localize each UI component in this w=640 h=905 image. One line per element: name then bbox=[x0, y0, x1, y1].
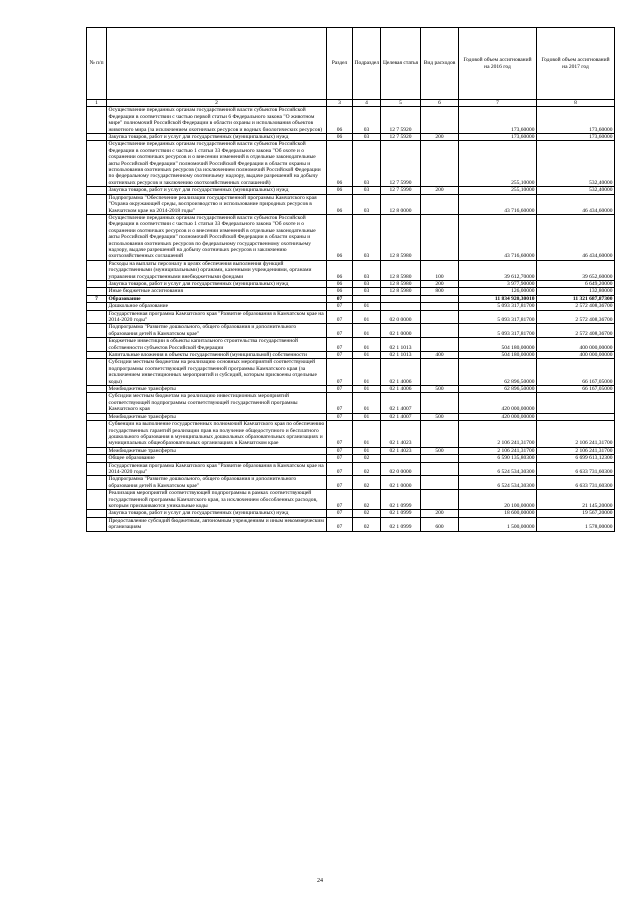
page-number: 24 bbox=[317, 878, 323, 884]
table-row bbox=[87, 194, 615, 214]
row-name: Дошкольное образование bbox=[107, 303, 327, 310]
row-num bbox=[87, 214, 107, 260]
table-row bbox=[87, 134, 615, 141]
index-cell: 3 bbox=[327, 100, 353, 107]
row-vol2016: 5 093 317,81700 bbox=[459, 303, 537, 310]
row-exp-type bbox=[421, 295, 459, 302]
row-vol2017: 132,80000 bbox=[537, 288, 615, 295]
row-name: Закупка товаров, работ и услуг для государственных (муниципальных) нужд bbox=[107, 134, 327, 141]
row-vol2016: 2 106 241,31700 bbox=[459, 447, 537, 454]
row-num bbox=[87, 338, 107, 352]
row-exp-type bbox=[421, 393, 459, 413]
table-row bbox=[87, 462, 615, 476]
row-target: 02 1 1013 bbox=[381, 338, 421, 352]
row-vol2017: 2 572 408,36700 bbox=[537, 324, 615, 338]
row-section: 06 bbox=[327, 280, 353, 287]
row-vol2016: 18 600,00000 bbox=[459, 510, 537, 517]
index-cell: 1 bbox=[87, 100, 107, 107]
row-vol2017: 2 572 408,36700 bbox=[537, 310, 615, 324]
column-index-row bbox=[87, 100, 615, 107]
row-name: Осуществление переданных органам государственной власти субъектов Российской Федерации в соответствии с частью 1 статьи 33 Федерального закона "Об охоте и о сохранении охотничьих ресурсов и о внесении изменений в отдельные законодательные акты Российской Федерации" полномочий Российской Федерации в области охраны и использования охотничьих ресурсов по федеральному государственному охотничьему надзору, выдаче разрешений на добычу охотничьих ресурсов и заключению охотхозяйственных соглашений bbox=[107, 214, 327, 260]
row-vol2016: 255,10000 bbox=[459, 187, 537, 194]
index-cell: 5 bbox=[381, 100, 421, 107]
row-subsection: 01 bbox=[353, 324, 381, 338]
row-target: 02 1 4023 bbox=[381, 421, 421, 448]
row-vol2017: 2 106 241,31700 bbox=[537, 447, 615, 454]
row-num bbox=[87, 455, 107, 462]
row-num bbox=[87, 517, 107, 531]
row-target: 02 1 0999 bbox=[381, 510, 421, 517]
row-target: 02 0 0000 bbox=[381, 462, 421, 476]
row-exp-type: 600 bbox=[421, 517, 459, 531]
row-subsection: 03 bbox=[353, 194, 381, 214]
row-subsection: 02 bbox=[353, 510, 381, 517]
row-name: Расходы на выплаты персоналу в целях обеспечения выполнения функций государственными (муниципальными) органами, казенными учреждениями, органами управления государственными внебюджетными фондами bbox=[107, 260, 327, 280]
row-subsection: 03 bbox=[353, 288, 381, 295]
index-cell: 7 bbox=[459, 100, 537, 107]
table-row bbox=[87, 517, 615, 531]
row-exp-type: 400 bbox=[421, 352, 459, 359]
row-name: Предоставление субсидий бюджетным, автономным учреждениям и иным некоммерческим организациям bbox=[107, 517, 327, 531]
row-name: Подпрограмма "Развитие дошкольного, общего образования и дополнительного образования детей в Камчатском крае" bbox=[107, 324, 327, 338]
row-vol2017: 532,40000 bbox=[537, 187, 615, 194]
row-target: 12 7 5990 bbox=[381, 141, 421, 187]
row-subsection: 02 bbox=[353, 462, 381, 476]
row-name: Подпрограмма "Развитие дошкольного, общего образования и дополнительного образования детей в Камчатском крае" bbox=[107, 476, 327, 490]
row-exp-type: 200 bbox=[421, 510, 459, 517]
row-section: 06 bbox=[327, 260, 353, 280]
row-subsection: 01 bbox=[353, 359, 381, 386]
row-vol2017: 1 578,00000 bbox=[537, 517, 615, 531]
row-vol2017: 6 649,20000 bbox=[537, 280, 615, 287]
row-subsection: 03 bbox=[353, 260, 381, 280]
row-num bbox=[87, 107, 107, 134]
row-name: Межбюджетные трансферты bbox=[107, 386, 327, 393]
row-vol2017 bbox=[537, 393, 615, 413]
row-section: 07 bbox=[327, 447, 353, 454]
row-vol2017: 173,60000 bbox=[537, 107, 615, 134]
row-vol2016: 6 590 135,80300 bbox=[459, 455, 537, 462]
header-vol2016: Годовой объем ассигнований на 2016 год bbox=[459, 28, 537, 100]
row-vol2016: 43 716,60000 bbox=[459, 194, 537, 214]
row-target: 02 1 4006 bbox=[381, 359, 421, 386]
header-section: Раздел bbox=[327, 28, 353, 100]
row-target: 02 1 4007 bbox=[381, 413, 421, 420]
row-section: 07 bbox=[327, 413, 353, 420]
table-row bbox=[87, 303, 615, 310]
row-name: Субвенции на выполнение государственных полномочий Камчатского края по обеспечению государственных гарантий реализации прав на получение общедоступного и бесплатного дошкольного образования в муниципальных дошкольных образовательных организациях и муниципальных общеобразовательных организациях в Камчатском крае bbox=[107, 421, 327, 448]
row-vol2016: 3 977,90000 bbox=[459, 280, 537, 287]
row-vol2017: 400 000,00000 bbox=[537, 352, 615, 359]
table-row bbox=[87, 413, 615, 420]
row-exp-type bbox=[421, 338, 459, 352]
table-row bbox=[87, 476, 615, 490]
row-name: Капитальные вложения в объекты государственной (муниципальной) собственности bbox=[107, 352, 327, 359]
row-target: 12 8 5980 bbox=[381, 288, 421, 295]
row-vol2017: 400 000,00000 bbox=[537, 338, 615, 352]
row-target bbox=[381, 303, 421, 310]
row-name: Осуществление переданных органам государственной власти субъектов Российской Федерации в соответствии с частью первой статьи 6 Федерального закона "О животном мире" полномочий Российской Федерации в области охраны и использования объектов животного мира (за исключением охотничьих ресурсов и водных биологических ресурсов) bbox=[107, 107, 327, 134]
row-num: 7 bbox=[87, 295, 107, 302]
row-target: 02 1 0000 bbox=[381, 324, 421, 338]
row-subsection: 01 bbox=[353, 421, 381, 448]
row-vol2016: 173,60000 bbox=[459, 107, 537, 134]
table-row bbox=[87, 295, 615, 302]
row-section: 07 bbox=[327, 510, 353, 517]
table-row bbox=[87, 421, 615, 448]
row-num bbox=[87, 303, 107, 310]
table-row bbox=[87, 280, 615, 287]
row-name: Бюджетные инвестиции в объекты капитального строительства государственной собственности субъектов Российской Федерации bbox=[107, 338, 327, 352]
row-num bbox=[87, 352, 107, 359]
row-target: 12 7 5920 bbox=[381, 134, 421, 141]
row-target bbox=[381, 455, 421, 462]
row-exp-type: 200 bbox=[421, 134, 459, 141]
row-num bbox=[87, 462, 107, 476]
row-num bbox=[87, 187, 107, 194]
row-vol2016: 39 612,70000 bbox=[459, 260, 537, 280]
row-exp-type: 200 bbox=[421, 280, 459, 287]
row-section: 06 bbox=[327, 141, 353, 187]
row-vol2017: 6 699 613,12300 bbox=[537, 455, 615, 462]
row-section: 07 bbox=[327, 359, 353, 386]
row-subsection: 01 bbox=[353, 310, 381, 324]
row-subsection: 03 bbox=[353, 134, 381, 141]
row-vol2016: 6 524 534,30300 bbox=[459, 476, 537, 490]
row-section: 07 bbox=[327, 324, 353, 338]
row-subsection: 01 bbox=[353, 393, 381, 413]
row-vol2016: 126,00000 bbox=[459, 288, 537, 295]
table-row bbox=[87, 260, 615, 280]
row-num bbox=[87, 386, 107, 393]
row-name: Государственная программа Камчатского края "Развитие образования в Камчатском крае на 2014-2020 годы" bbox=[107, 462, 327, 476]
row-exp-type: 500 bbox=[421, 386, 459, 393]
table-row bbox=[87, 141, 615, 187]
row-num bbox=[87, 310, 107, 324]
row-exp-type: 500 bbox=[421, 447, 459, 454]
row-section: 07 bbox=[327, 338, 353, 352]
row-subsection: 03 bbox=[353, 141, 381, 187]
row-target: 02 1 0000 bbox=[381, 476, 421, 490]
row-exp-type bbox=[421, 490, 459, 510]
row-subsection: 01 bbox=[353, 338, 381, 352]
row-num bbox=[87, 447, 107, 454]
row-vol2016: 6 524 534,30300 bbox=[459, 462, 537, 476]
row-target: 02 1 0999 bbox=[381, 490, 421, 510]
row-target: 12 8 5980 bbox=[381, 280, 421, 287]
row-exp-type bbox=[421, 421, 459, 448]
row-target: 02 1 1013 bbox=[381, 352, 421, 359]
row-num bbox=[87, 510, 107, 517]
row-vol2016: 5 093 317,81700 bbox=[459, 310, 537, 324]
header-exp-type: Вид расходов bbox=[421, 28, 459, 100]
row-section: 07 bbox=[327, 303, 353, 310]
row-vol2017: 2 572 408,36700 bbox=[537, 303, 615, 310]
row-num bbox=[87, 288, 107, 295]
row-vol2016: 62 896,50000 bbox=[459, 386, 537, 393]
row-subsection: 01 bbox=[353, 352, 381, 359]
row-section: 06 bbox=[327, 134, 353, 141]
row-vol2016: 5 093 317,81700 bbox=[459, 324, 537, 338]
row-section: 06 bbox=[327, 288, 353, 295]
row-exp-type bbox=[421, 107, 459, 134]
row-name: Межбюджетные трансферты bbox=[107, 447, 327, 454]
row-vol2016: 420 000,00000 bbox=[459, 413, 537, 420]
row-num bbox=[87, 324, 107, 338]
table-row bbox=[87, 510, 615, 517]
row-section: 07 bbox=[327, 476, 353, 490]
row-section: 06 bbox=[327, 214, 353, 260]
table-row bbox=[87, 386, 615, 393]
row-target: 12 8 5980 bbox=[381, 214, 421, 260]
row-exp-type bbox=[421, 214, 459, 260]
table-header-row bbox=[87, 28, 615, 100]
row-vol2016: 11 834 920,30010 bbox=[459, 295, 537, 302]
row-subsection: 01 bbox=[353, 386, 381, 393]
row-exp-type: 800 bbox=[421, 288, 459, 295]
row-vol2017: 66 167,05000 bbox=[537, 359, 615, 386]
row-num bbox=[87, 413, 107, 420]
index-cell: 4 bbox=[353, 100, 381, 107]
index-cell: 8 bbox=[537, 100, 615, 107]
row-subsection: 01 bbox=[353, 413, 381, 420]
row-exp-type: 500 bbox=[421, 413, 459, 420]
row-subsection: 03 bbox=[353, 214, 381, 260]
row-section: 07 bbox=[327, 462, 353, 476]
row-name: Общее образование bbox=[107, 455, 327, 462]
row-name: Субсидии местным бюджетам на реализацию основных мероприятий соответствующей подпрограммы соответствующей государственной программы Камчатского края (за исключением инвестиционных мероприятий и субсидий, которым присвоены отдельные коды) bbox=[107, 359, 327, 386]
row-vol2016: 62 896,50000 bbox=[459, 359, 537, 386]
table-row bbox=[87, 359, 615, 386]
row-num bbox=[87, 476, 107, 490]
row-section: 07 bbox=[327, 386, 353, 393]
header-target: Целевая статья bbox=[381, 28, 421, 100]
table-row bbox=[87, 393, 615, 413]
row-target: 12 7 5920 bbox=[381, 107, 421, 134]
row-vol2016: 2 106 241,31700 bbox=[459, 421, 537, 448]
budget-table bbox=[86, 27, 615, 532]
row-section: 07 bbox=[327, 455, 353, 462]
row-target: 12 8 5980 bbox=[381, 260, 421, 280]
header-subsection: Подраздел bbox=[353, 28, 381, 100]
table-row bbox=[87, 455, 615, 462]
row-subsection: 03 bbox=[353, 187, 381, 194]
row-section: 07 bbox=[327, 295, 353, 302]
row-section: 07 bbox=[327, 393, 353, 413]
row-subsection bbox=[353, 295, 381, 302]
table-row bbox=[87, 310, 615, 324]
row-subsection: 02 bbox=[353, 476, 381, 490]
row-target: 02 1 0999 bbox=[381, 517, 421, 531]
row-exp-type bbox=[421, 141, 459, 187]
row-num bbox=[87, 194, 107, 214]
table-row bbox=[87, 288, 615, 295]
row-num bbox=[87, 280, 107, 287]
row-name: Субсидии местным бюджетам на реализацию инвестиционных мероприятий соответствующей подпрограммы соответствующей государственной программы Камчатского края bbox=[107, 393, 327, 413]
row-name: Подпрограмма "Обеспечение реализации государственной программы Камчатского края "Охрана окружающей среды, воспроизводство и использование природных ресурсов в Камчатском крае на 2014-2018 годы" bbox=[107, 194, 327, 214]
row-subsection: 01 bbox=[353, 303, 381, 310]
row-exp-type bbox=[421, 303, 459, 310]
row-vol2016: 255,10000 bbox=[459, 141, 537, 187]
row-name: Закупка товаров, работ и услуг для государственных (муниципальных) нужд bbox=[107, 510, 327, 517]
row-num bbox=[87, 260, 107, 280]
table-row bbox=[87, 490, 615, 510]
row-vol2016: 43 716,60000 bbox=[459, 214, 537, 260]
row-vol2017: 2 106 241,31700 bbox=[537, 421, 615, 448]
row-name: Государственная программа Камчатского края "Развитие образования в Камчатском крае на 2014-2020 годы" bbox=[107, 310, 327, 324]
row-num bbox=[87, 421, 107, 448]
row-exp-type: 200 bbox=[421, 187, 459, 194]
row-section: 07 bbox=[327, 490, 353, 510]
table-row bbox=[87, 447, 615, 454]
row-subsection: 02 bbox=[353, 517, 381, 531]
row-subsection: 01 bbox=[353, 447, 381, 454]
row-name: Закупка товаров, работ и услуг для государственных (муниципальных) нужд bbox=[107, 280, 327, 287]
row-exp-type bbox=[421, 324, 459, 338]
row-vol2016: 1 500,00000 bbox=[459, 517, 537, 531]
header-num: № п/п bbox=[87, 28, 107, 100]
table-row bbox=[87, 352, 615, 359]
row-name: Закупка товаров, работ и услуг для государственных (муниципальных) нужд bbox=[107, 187, 327, 194]
row-vol2017: 66 167,05000 bbox=[537, 386, 615, 393]
header-name bbox=[107, 28, 327, 100]
row-target bbox=[381, 295, 421, 302]
row-name: Реализация мероприятий соответствующей подпрограммы в рамках соответствующей государственной программы Камчатского края, за исключением обособленных расходов, которым присваиваются уникальные коды bbox=[107, 490, 327, 510]
row-vol2017: 532,40000 bbox=[537, 141, 615, 187]
row-section: 06 bbox=[327, 107, 353, 134]
index-cell: 6 bbox=[421, 100, 459, 107]
row-target: 02 1 4006 bbox=[381, 386, 421, 393]
row-target: 12 8 0000 bbox=[381, 194, 421, 214]
row-exp-type bbox=[421, 194, 459, 214]
table-row bbox=[87, 324, 615, 338]
row-name: Образование bbox=[107, 295, 327, 302]
row-vol2016: 504 180,00000 bbox=[459, 352, 537, 359]
table-row bbox=[87, 107, 615, 134]
header-vol2017: Годовой объем ассигнований на 2017 год bbox=[537, 28, 615, 100]
row-name: Межбюджетные трансферты bbox=[107, 413, 327, 420]
table-row bbox=[87, 187, 615, 194]
row-name: Осуществление переданных органам государственной власти субъектов Российской Федерации в соответствии с частью 1 статьи 33 Федерального закона "Об охоте и о сохранении охотничьих ресурсов и о внесении изменений в отдельные законодательные акты Российской Федерации" полномочий Российской Федерации в области охраны и использования охотничьих ресурсов (за исключением полномочий Российской Федерации по федеральному государственному охотничьему надзору, выдаче разрешений на добычу охотничьих ресурсов и заключению охотхозяйственных соглашений) bbox=[107, 141, 327, 187]
row-vol2017: 46 434,60000 bbox=[537, 214, 615, 260]
row-vol2017: 6 633 731,60300 bbox=[537, 462, 615, 476]
index-cell: 2 bbox=[107, 100, 327, 107]
row-exp-type bbox=[421, 310, 459, 324]
row-section: 07 bbox=[327, 421, 353, 448]
row-subsection: 03 bbox=[353, 107, 381, 134]
row-vol2017: 39 652,60000 bbox=[537, 260, 615, 280]
row-vol2017: 21 145,20000 bbox=[537, 490, 615, 510]
row-section: 07 bbox=[327, 310, 353, 324]
row-vol2017: 46 434,60000 bbox=[537, 194, 615, 214]
row-target: 12 7 5990 bbox=[381, 187, 421, 194]
row-subsection: 02 bbox=[353, 490, 381, 510]
row-num bbox=[87, 141, 107, 187]
row-num bbox=[87, 490, 107, 510]
row-vol2017: 19 567,20000 bbox=[537, 510, 615, 517]
table-row bbox=[87, 214, 615, 260]
row-subsection: 02 bbox=[353, 455, 381, 462]
row-vol2017: 11 321 687,87300 bbox=[537, 295, 615, 302]
row-name: Иные бюджетные ассигнования bbox=[107, 288, 327, 295]
row-target: 02 1 4023 bbox=[381, 447, 421, 454]
row-section: 06 bbox=[327, 187, 353, 194]
row-vol2017 bbox=[537, 413, 615, 420]
row-vol2016: 420 000,00000 bbox=[459, 393, 537, 413]
row-section: 06 bbox=[327, 194, 353, 214]
row-vol2016: 504 180,00000 bbox=[459, 338, 537, 352]
row-exp-type bbox=[421, 476, 459, 490]
row-num bbox=[87, 359, 107, 386]
row-vol2017: 173,60000 bbox=[537, 134, 615, 141]
row-exp-type: 100 bbox=[421, 260, 459, 280]
row-vol2016: 20 100,00000 bbox=[459, 490, 537, 510]
row-num bbox=[87, 134, 107, 141]
row-num bbox=[87, 393, 107, 413]
row-subsection: 03 bbox=[353, 280, 381, 287]
row-vol2017: 6 633 731,60300 bbox=[537, 476, 615, 490]
row-vol2016: 173,60000 bbox=[459, 134, 537, 141]
row-target: 02 0 0000 bbox=[381, 310, 421, 324]
row-exp-type bbox=[421, 359, 459, 386]
row-exp-type bbox=[421, 462, 459, 476]
row-exp-type bbox=[421, 455, 459, 462]
row-section: 07 bbox=[327, 517, 353, 531]
row-target: 02 1 4007 bbox=[381, 393, 421, 413]
row-section: 07 bbox=[327, 352, 353, 359]
table-row bbox=[87, 338, 615, 352]
